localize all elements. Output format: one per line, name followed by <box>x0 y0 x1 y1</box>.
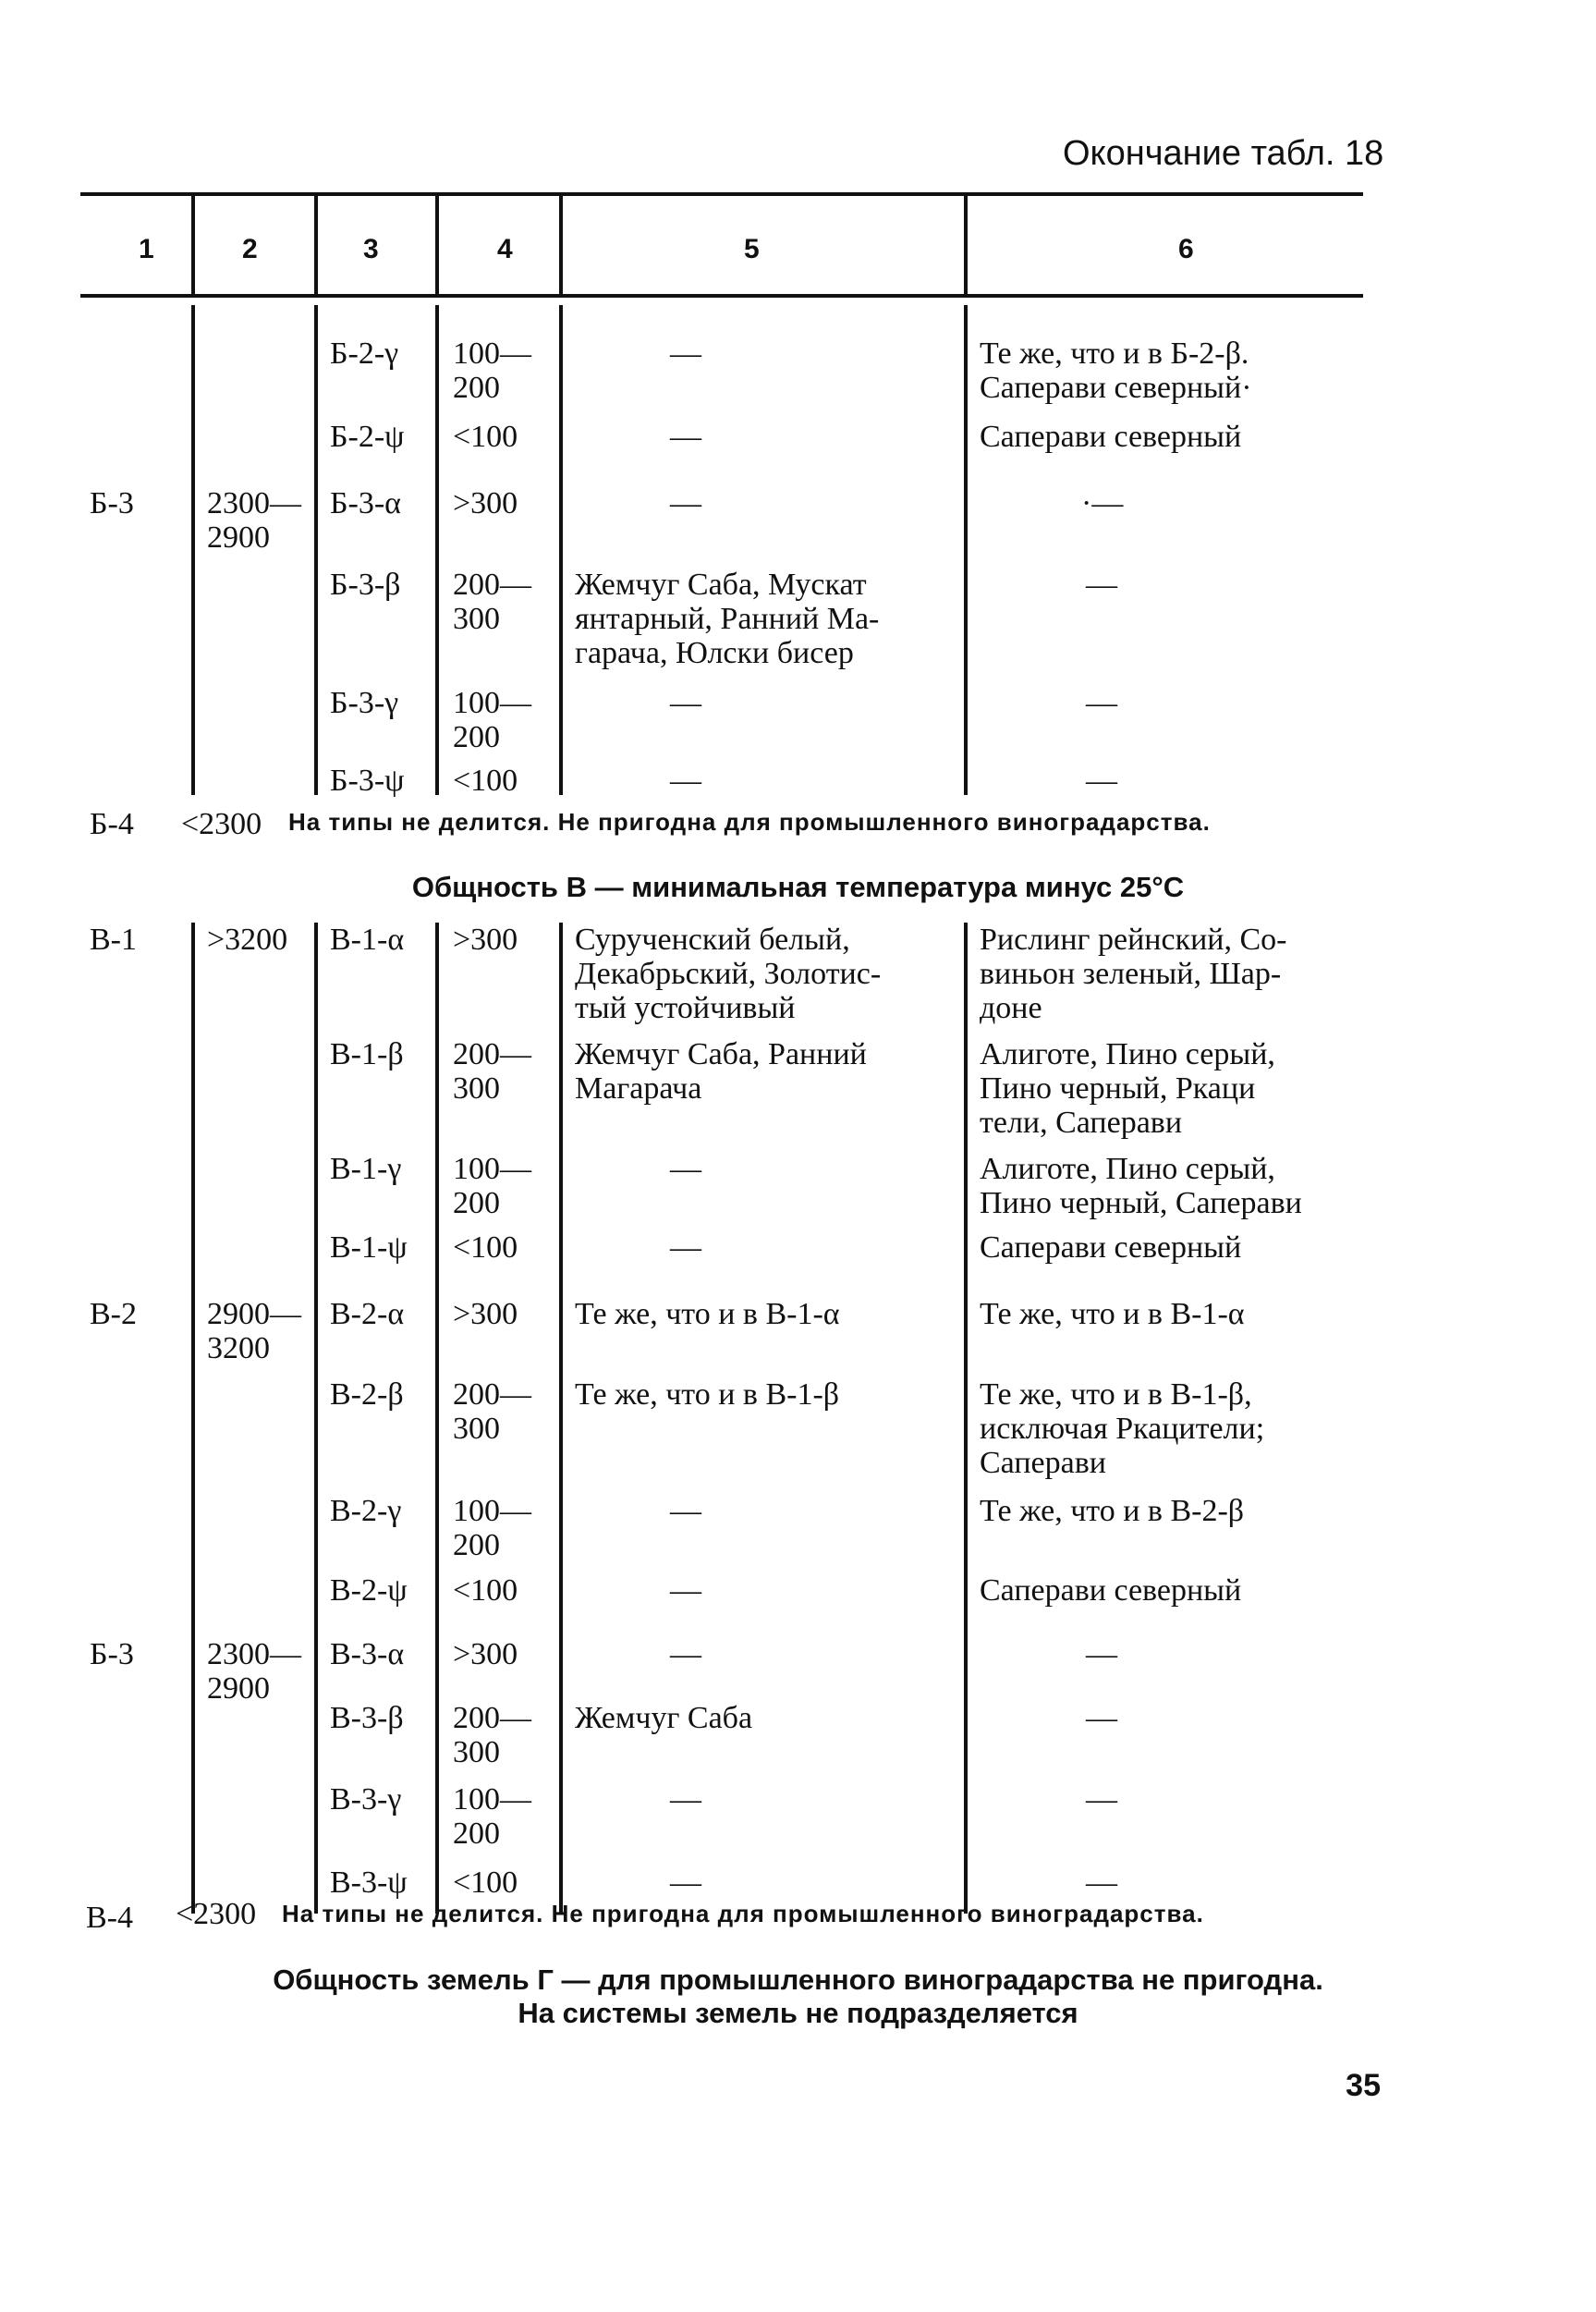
table-cell: <100 <box>453 764 518 798</box>
header-divider <box>559 196 563 294</box>
table-cell: В-1-γ <box>330 1152 402 1186</box>
table-cell: — <box>670 1866 701 1900</box>
table-cell: 200— 300 <box>453 1377 531 1446</box>
table-cell: — <box>670 1573 701 1608</box>
table-cell: Б-3 <box>90 486 134 520</box>
table-cell: Те же, что и в В-1-β <box>575 1377 840 1412</box>
group-v-divider <box>964 923 968 1914</box>
table-cell: В-2-γ <box>330 1494 402 1528</box>
header-bottom-rule <box>80 294 1363 298</box>
table-cell: Жемчуг Саба, Ранний Магарача <box>575 1037 867 1106</box>
table-cell: 2300— 2900 <box>207 1637 301 1706</box>
group-b-divider <box>191 305 195 795</box>
header-top-rule <box>80 192 1363 196</box>
table-cell: Алиготе, Пино серый, Пино черный, Саперави <box>980 1152 1302 1220</box>
table-cell: Алиготе, Пино серый, Пино черный, Ркаци тели, Саперави <box>980 1037 1275 1140</box>
group-v-divider <box>191 923 195 1914</box>
table-cell: — <box>670 686 701 720</box>
table-cell: <100 <box>453 1866 518 1900</box>
group-v-footer-value: <2300 <box>176 1897 257 1931</box>
header-divider <box>314 196 318 294</box>
table-cell: В-1-β <box>330 1037 404 1071</box>
group-b-divider <box>559 305 563 795</box>
header-divider <box>191 196 195 294</box>
table-cell: 200— 300 <box>453 568 531 636</box>
table-cell: — <box>1086 1637 1117 1671</box>
table-cell: В-3-γ <box>330 1782 402 1817</box>
page-number: 35 <box>1346 2068 1381 2103</box>
table-cell: >300 <box>453 1297 518 1331</box>
table-cell: Саперави северный <box>980 1573 1242 1608</box>
table-continuation-caption: Окончание табл. 18 <box>1063 134 1384 173</box>
table-cell: В-1 <box>90 923 137 957</box>
group-b-divider <box>964 305 968 795</box>
table-cell: Б-3-β <box>330 568 401 602</box>
table-cell: — <box>670 1782 701 1817</box>
table-cell: В-1-ψ <box>330 1230 408 1265</box>
column-header-4: 4 <box>497 234 513 264</box>
table-cell: В-2-ψ <box>330 1573 408 1608</box>
table-cell: Саперави северный <box>980 420 1242 454</box>
table-cell: — <box>1086 1782 1117 1817</box>
group-b-footer-note: На типы не делится. Не пригодна для промышленного виноградарства. <box>288 808 1211 836</box>
group-v-divider <box>559 923 563 1914</box>
table-cell: Саперави северный <box>980 1230 1242 1265</box>
group-b-footer-value: <2300 <box>181 807 262 841</box>
group-v-divider <box>435 923 439 1914</box>
table-cell: — <box>670 1637 701 1671</box>
table-cell: 100— 200 <box>453 1152 531 1220</box>
table-cell: 2300— 2900 <box>207 486 301 555</box>
group-v-divider <box>314 923 318 1914</box>
header-divider <box>435 196 439 294</box>
table-cell: Те же, что и в В-1-β, исключая Ркацители; Саперави <box>980 1377 1265 1480</box>
table-cell: <100 <box>453 420 518 454</box>
table-cell: Суручeнский белый, Декабрьский, Золотис- тый устойчивый <box>575 923 882 1025</box>
table-cell: Те же, что и в В-1-α <box>575 1297 840 1331</box>
table-cell: Рислинг рейнский, Со- виньон зеленый, Шар- доне <box>980 923 1287 1025</box>
table-cell: — <box>1086 764 1117 798</box>
table-cell: Те же, что и в В-2-β <box>980 1494 1245 1528</box>
group-b-footer-code: Б-4 <box>90 807 134 841</box>
table-cell: В-3-α <box>330 1637 405 1671</box>
table-cell: — <box>1086 1701 1117 1735</box>
table-cell: — <box>670 420 701 454</box>
header-divider <box>964 196 968 294</box>
table-cell: ·— <box>1081 486 1124 520</box>
table-cell: В-2-α <box>330 1297 405 1331</box>
group-v-footer-note: На типы не делится. Не пригодна для промышленного виноградарства. <box>282 1900 1204 1927</box>
table-cell: В-2-β <box>330 1377 404 1412</box>
table-cell: — <box>670 486 701 520</box>
table-cell: 2900— 3200 <box>207 1297 301 1365</box>
table-cell: — <box>670 1152 701 1186</box>
table-cell: Б-3 <box>90 1637 134 1671</box>
table-cell: Б-2-ψ <box>330 420 405 454</box>
table-cell: — <box>670 764 701 798</box>
table-cell: В-2 <box>90 1297 137 1331</box>
group-v-footer-code: В-4 <box>86 1901 133 1935</box>
table-cell: — <box>670 1230 701 1265</box>
table-cell: — <box>670 1494 701 1528</box>
table-cell: Б-3-α <box>330 486 401 520</box>
column-header-5: 5 <box>744 234 760 264</box>
table-cell: — <box>1086 1866 1117 1900</box>
group-g-title: Общность земель Г — для промышленного виноградарства не пригодна. <box>273 1963 1323 1996</box>
table-cell: <100 <box>453 1573 518 1608</box>
group-b-divider <box>314 305 318 795</box>
table-cell: Б-3-γ <box>330 686 399 720</box>
table-cell: Те же, что и в В-1-α <box>980 1297 1245 1331</box>
table-cell: — <box>1086 568 1117 602</box>
column-header-1: 1 <box>139 234 154 264</box>
table-cell: — <box>670 336 701 371</box>
table-cell: Те же, что и в Б-2-β. Саперави северный· <box>980 336 1252 405</box>
table-cell: 100— 200 <box>453 686 531 754</box>
group-g-subtitle: На системы земель не подразделяется <box>518 1997 1078 2029</box>
table-cell: Жемчуг Саба, Мускат янтарный, Ранний Ма- гарача, Юлски бисер <box>575 568 880 670</box>
table-cell: >300 <box>453 1637 518 1671</box>
table-cell: 100— 200 <box>453 1494 531 1562</box>
group-v-title: Общность В — минимальная температура минус 25°С <box>411 871 1185 903</box>
column-header-3: 3 <box>363 234 379 264</box>
table-cell: 200— 300 <box>453 1037 531 1106</box>
table-cell: — <box>1086 686 1117 720</box>
table-cell: >3200 <box>207 923 288 957</box>
group-b-divider <box>435 305 439 795</box>
table-cell: >300 <box>453 923 518 957</box>
table-cell: Жемчуг Саба <box>575 1701 753 1735</box>
column-header-2: 2 <box>242 234 258 264</box>
table-cell: В-3-β <box>330 1701 404 1735</box>
table-cell: В-1-α <box>330 923 405 957</box>
table-cell: 100— 200 <box>453 1782 531 1851</box>
column-header-6: 6 <box>1178 234 1194 264</box>
table-cell: Б-3-ψ <box>330 764 405 798</box>
table-cell: >300 <box>453 486 518 520</box>
table-cell: В-3-ψ <box>330 1866 408 1900</box>
table-cell: 200— 300 <box>453 1701 531 1769</box>
table-cell: Б-2-γ <box>330 336 399 371</box>
table-cell: <100 <box>453 1230 518 1265</box>
table-cell: 100— 200 <box>453 336 531 405</box>
